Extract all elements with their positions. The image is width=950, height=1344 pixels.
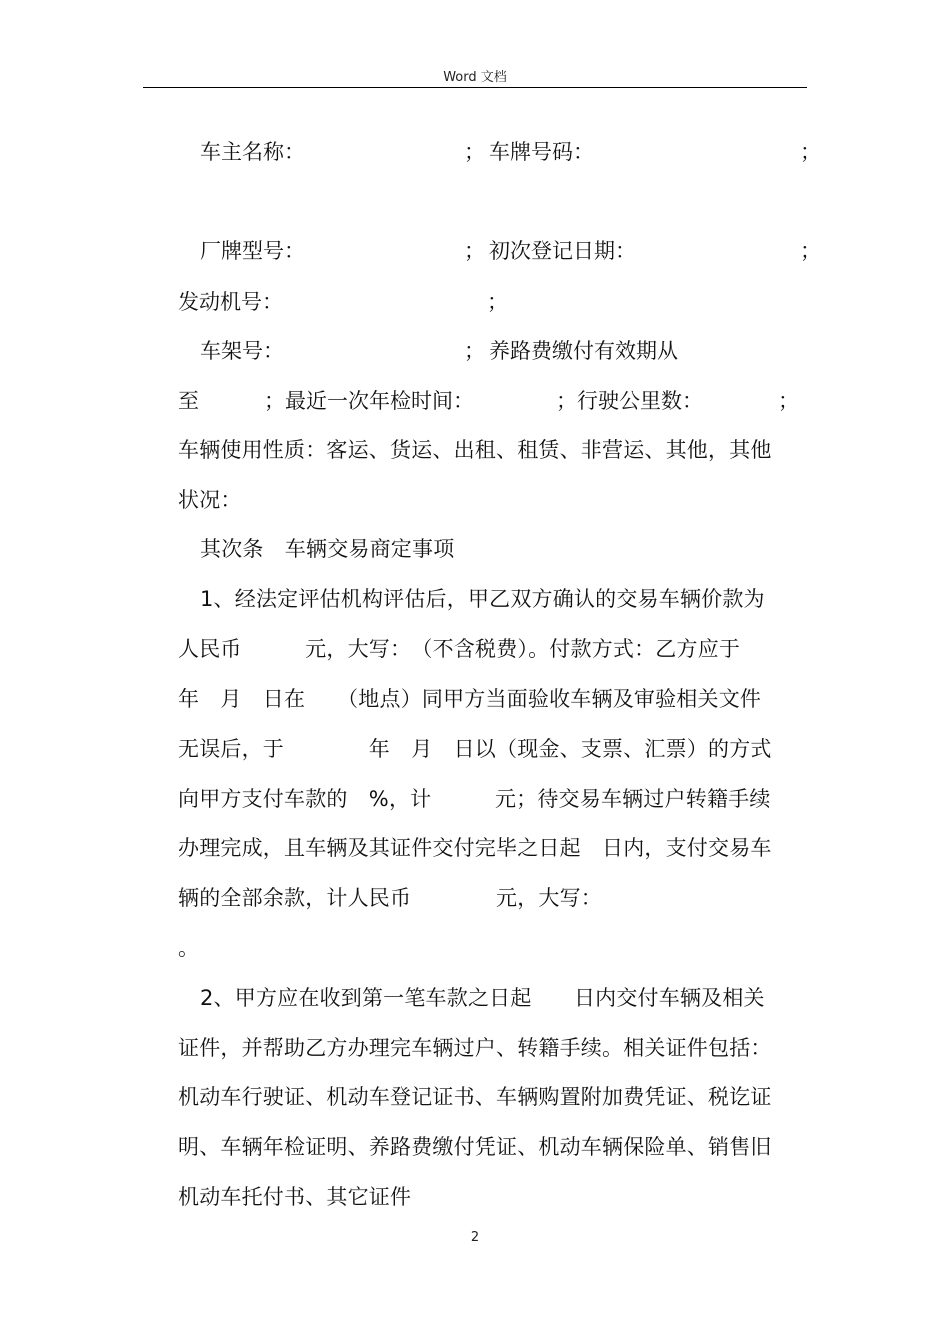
frame-number-separator: ； xyxy=(464,339,485,363)
page-number: 2 xyxy=(470,1230,480,1245)
section-heading: 其次条 车辆交易商定事项 xyxy=(200,537,455,561)
body-line: 车辆使用性质：客运、货运、出租、租赁、非营运、其他，其他 xyxy=(178,438,772,462)
body-line: 。 xyxy=(178,936,200,960)
body-line: 证件，并帮助乙方办理完车辆过户、转籍手续。相关证件包括： xyxy=(178,1036,772,1060)
mileage-separator: ； xyxy=(778,389,799,413)
body-line: 无误后，于 年 月 日以（现金、支票、汇票）的方式 xyxy=(178,737,772,761)
body-line: 状况： xyxy=(178,488,242,512)
body-line: 明、车辆年检证明、养路费缴付凭证、机动车辆保险单、销售旧 xyxy=(178,1135,772,1159)
engine-number-label: 发动机号： xyxy=(178,290,283,314)
owner-name-label: 车主名称： xyxy=(200,140,305,164)
body-line: 2、甲方应在收到第一笔车款之日起 日内交付车辆及相关 xyxy=(200,986,765,1010)
plate-number-label: 车牌号码： xyxy=(489,140,594,164)
page-header-title: Word 文档 xyxy=(443,70,507,85)
engine-number-separator: ； xyxy=(487,290,508,314)
body-line: 年 月 日在 （地点）同甲方当面验收车辆及审验相关文件 xyxy=(178,687,762,711)
body-line: 向甲方支付车款的 %，计 元；待交易车辆过户转籍手续 xyxy=(178,787,771,811)
plate-number-separator: ； xyxy=(800,140,821,164)
brand-model-separator: ； xyxy=(464,239,485,263)
body-line: 办理完成，且车辆及其证件交付完毕之日起 日内，支付交易车 xyxy=(178,836,772,860)
first-registration-date-label: 初次登记日期： xyxy=(489,239,636,263)
body-line: 辆的全部余款，计人民币 元，大写： xyxy=(178,886,602,910)
body-line: 人民币 元，大写： （不含税费）。付款方式：乙方应于 xyxy=(178,637,741,661)
owner-name-separator: ； xyxy=(464,140,485,164)
first-registration-date-separator: ； xyxy=(800,239,821,263)
frame-number-label: 车架号： xyxy=(200,339,284,363)
mileage-label: ；行驶公里数： xyxy=(556,389,703,413)
body-line: 机动车托付书、其它证件 xyxy=(178,1185,412,1209)
last-inspection-label: ；最近一次年检时间： xyxy=(264,389,474,413)
validity-to-label: 至 xyxy=(178,389,199,413)
body-line: 1、经法定评估机构评估后，甲乙双方确认的交易车辆价款为 xyxy=(200,587,765,611)
road-fee-validity-label: 养路费缴付有效期从 xyxy=(489,339,678,363)
header-divider xyxy=(143,87,807,88)
body-line: 机动车行驶证、机动车登记证书、车辆购置附加费凭证、税讫证 xyxy=(178,1085,772,1109)
brand-model-label: 厂牌型号： xyxy=(200,239,305,263)
